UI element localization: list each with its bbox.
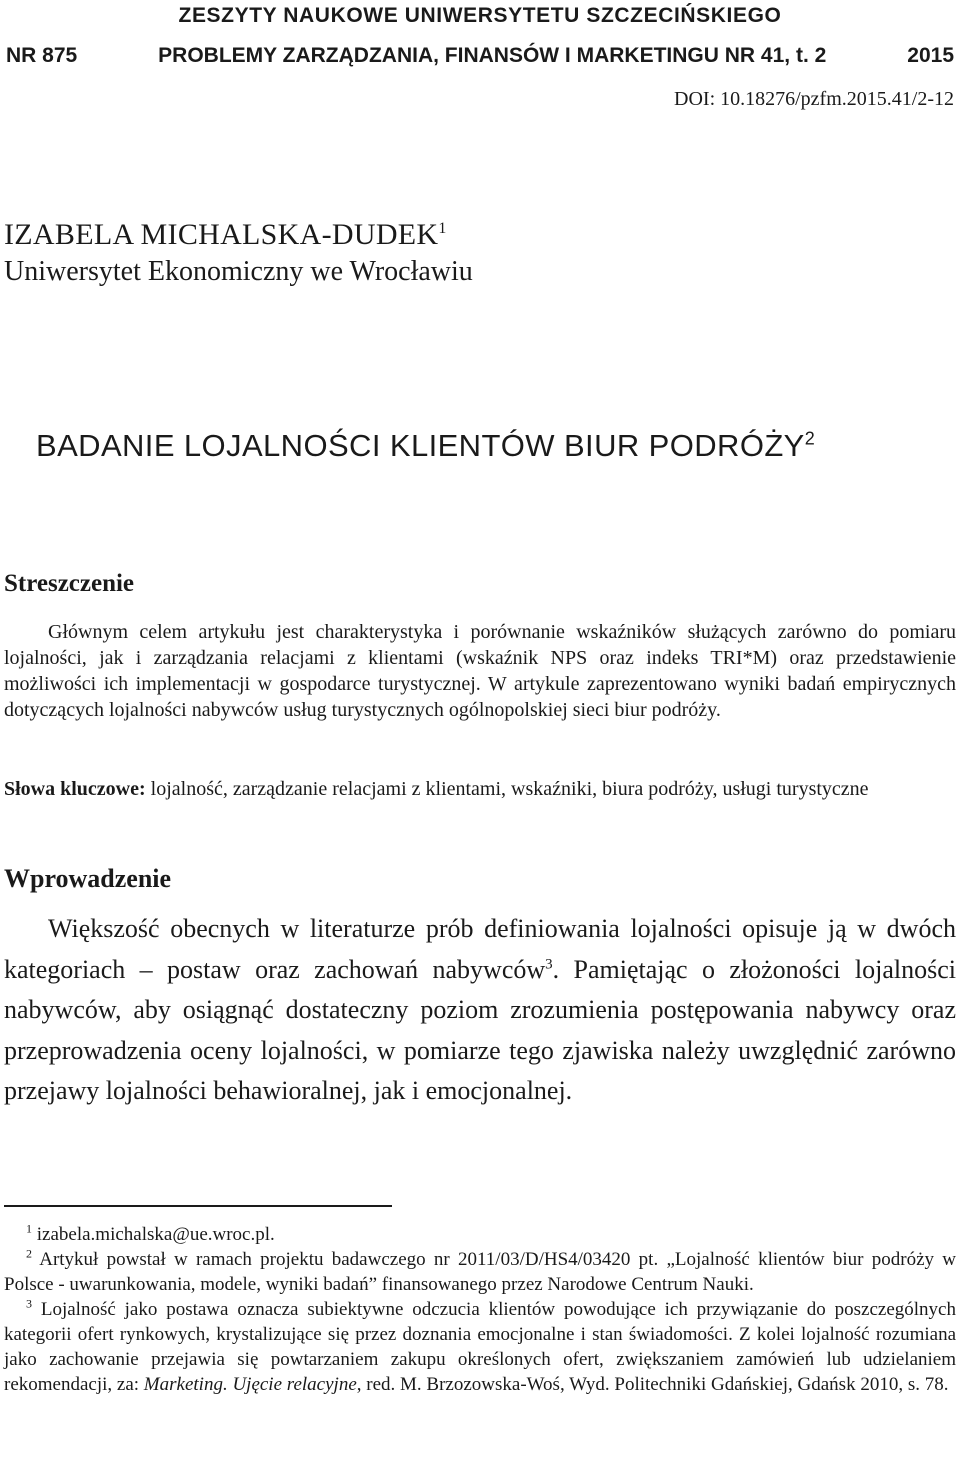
author-footnote-ref: 1 [438,220,447,237]
footnote-divider [4,1205,392,1207]
footnote-text-part2: , red. M. Brzozowska-Woś, Wyd. Politechniki Gdańskiej, Gdańsk 2010, s. 78. [356,1374,949,1395]
author-name [4,218,447,252]
article-title [36,428,815,464]
footnote-text-part1: Lojalność jako postawa oznacza subiektywne odczucia klientów powodujące ich przywiązanie do poszczególnych kategorii ofert rynkowych, krystalizujące się przez doznania emocjonalne i stan świadomości. Z kolei lojalność rozumiana jako zachowanie przejawia się powtarzaniem zakupu określonych ofert, zwiększaniem zamówień lub udzielaniem rekomendacji, za: [4,1299,956,1395]
author-name-text: IZABELA MICHALSKA-DUDEK [4,218,439,251]
introduction-footnote-ref: 3 [545,955,553,972]
series-name: PROBLEMY ZARZĄDZANIA, FINANSÓW I MARKETINGU NR 41, t. 2 [158,44,827,67]
issue-number: NR 875 [6,44,78,67]
keywords-text: lojalność, zarządzanie relacjami z klientami, wskaźniki, biura podróży, usługi turystyczne [150,778,869,800]
footnote-3 [4,1297,956,1397]
footnotes [4,1222,956,1397]
footnote-1 [4,1222,956,1247]
journal-name: ZESZYTY NAUKOWE UNIWERSYTETU SZCZECIŃSKIEGO [178,4,782,27]
footnote-number: 3 [26,1296,32,1311]
footnote-text: Artykuł powstał w ramach projektu badawczego nr 2011/03/D/HS4/03420 pt. „Lojalność klientów biur podróży w Polsce - uwarunkowania, modele, wyniki badań” finansowanego przez Narodowe Centrum Nauki. [4,1249,956,1295]
keywords-label: Słowa kluczowe: [4,778,146,800]
abstract-heading: Streszczenie [4,570,135,597]
introduction-text-part2: . Pamiętając o złożoności lojalności nabywców, aby osiągnąć dostateczny poziom zrozumienia postępowania nabywcy oraz przeprowadzenia oceny lojalności, w pomiarze tego zjawiska należy uwzględnić zarówno przejawy lojalności behawioralnej, jak i emocjonalnej. [4,954,956,1105]
footnote-2 [4,1247,956,1297]
footnote-text: izabela.michalska@ue.wroc.pl. [36,1224,275,1245]
introduction-text-part1: Większość obecnych w literaturze prób definiowania lojalności opisuje ją w dwóch kategoriach – postaw oraz zachowań nabywców [4,914,956,984]
doi: DOI: 10.18276/pzfm.2015.41/2-12 [674,88,954,110]
cited-book-title: Marketing. Ujęcie relacyjne [143,1374,357,1395]
title-footnote-ref: 2 [804,428,816,449]
article-title-text: BADANIE LOJALNOŚCI KLIENTÓW BIUR PODRÓŻY [36,428,805,463]
footnote-number: 2 [26,1246,32,1261]
keywords [4,776,956,802]
introduction-text [4,909,956,1112]
publication-year: 2015 [907,44,954,67]
footnote-number: 1 [26,1221,32,1236]
author-affiliation: Uniwersytet Ekonomiczny we Wrocławiu [4,256,473,287]
abstract-text: Głównym celem artykułu jest charakterystyka i porównanie wskaźników służących zarówno do pomiaru lojalności, jak i zarządzania relacjami z klientami (wskaźnik NPS oraz indeks TRI*M) oraz przedstawienie możliwości ich implementacji w gospodarce turystycznej. W artykule zaprezentowano wyniki badań empirycznych dotyczących lojalności nabywców usług turystycznych ogólnopolskiej sieci biur podróży. [4,621,956,721]
introduction-heading: Wprowadzenie [4,864,172,893]
journal-issue-line [6,44,954,68]
